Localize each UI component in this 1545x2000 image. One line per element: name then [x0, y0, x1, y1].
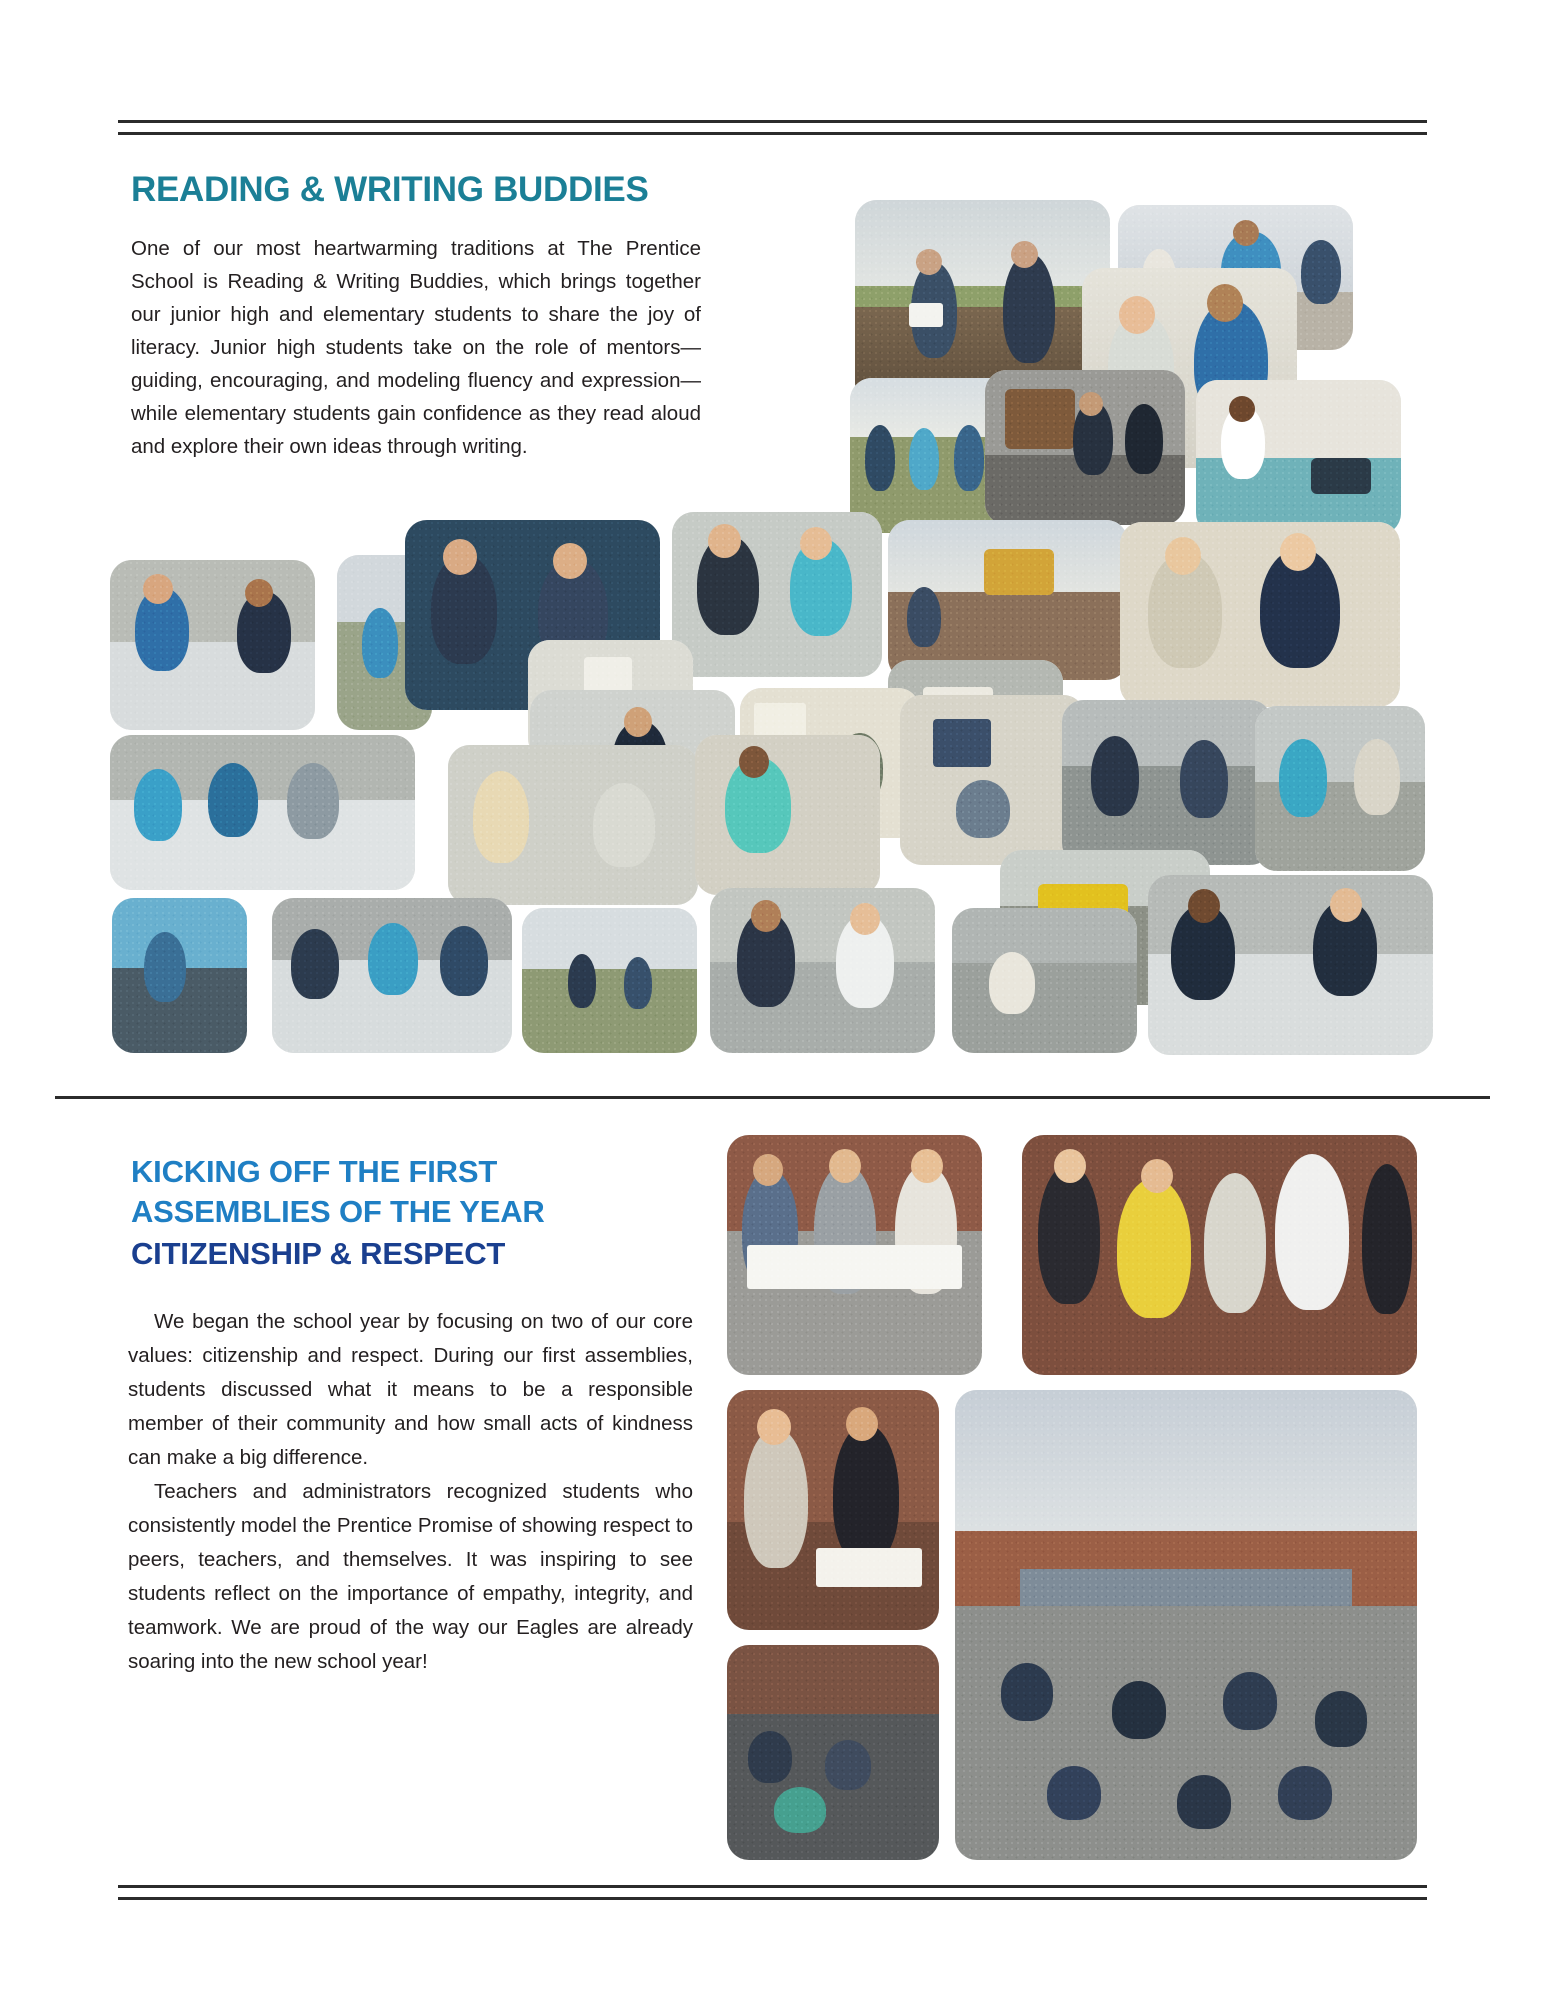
section-1-body: One of our most heartwarming traditions at The Prentice School is Reading & Writing Buddies, which brings together our junior high and elementary students to share the joy of literacy. Junior high students take on the role of mentors—guiding, encouraging, and modeling fluency and expression—while elementary students gain confidence as they read aloud and explore their own ideas through writing. [131, 237, 701, 458]
photo-boy-and-girl-reading-outside [1255, 706, 1425, 871]
photo-teacher-with-students-classroom [900, 695, 1085, 865]
photo-students-at-playground [888, 520, 1128, 680]
section-2-paragraph-1: We began the school year by focusing on two of our core values: citizenship and respect. During our first assemblies, students discussed what it means to be a responsible member of their community and how small acts of kindness can make a big difference. [128, 1310, 693, 1469]
photo-two-girls-by-window [672, 512, 882, 677]
section-2-paragraph-2: Teachers and administrators recognized students who consistently model the Prentice Promise of showing respect to peers, teachers, and themselves. It was inspiring to see students reflect on the importance of empathy, integrity, and teamwork. We are proud of the way our Eagles are already soaring into the new school year! [128, 1480, 693, 1673]
bottom-rule [118, 1885, 1427, 1900]
section-1-heading: READING & WRITING BUDDIES [131, 170, 649, 209]
photo-two-boys-on-field [522, 908, 697, 1053]
photo-girls-under-tent-reading [448, 745, 698, 905]
photo-students-reading-on-rug [1196, 380, 1401, 535]
photo-teacher-with-student-holding-award [727, 1390, 939, 1630]
photo-students-outside-with-clipboards [1062, 700, 1272, 865]
top-rule [118, 120, 1427, 135]
photo-students-at-outdoor-picnic-table [952, 908, 1137, 1053]
photo-two-students-writing-at-table [1148, 875, 1433, 1055]
photo-two-girls-working-at-desk [110, 560, 315, 730]
section-2-heading-line-2: ASSEMBLIES OF THE YEAR [131, 1194, 545, 1229]
photo-assembly-students-seated-indoors [727, 1645, 939, 1860]
middle-rule [55, 1096, 1490, 1099]
photo-two-girls-on-bench-with-paper [985, 370, 1185, 525]
section-2-heading [131, 1152, 711, 1276]
section-2-body [128, 1305, 693, 1679]
section-2-heading-line-3: CITIZENSHIP & RESPECT [131, 1236, 506, 1271]
photo-students-in-costumes-with-certificates [1022, 1135, 1417, 1375]
photo-two-girls-sitting-with-papers [710, 888, 935, 1053]
photo-students-in-bus-reading [112, 898, 247, 1053]
section-2-heading-line-1: KICKING OFF THE FIRST [131, 1154, 498, 1189]
photo-large-assembly-students-outside-building [955, 1390, 1417, 1860]
photo-two-boys-in-classroom [1120, 522, 1400, 707]
photo-girls-at-outdoor-table [272, 898, 512, 1053]
photo-boy-on-classroom-floor [695, 735, 880, 895]
photo-students-group-classroom-desks [110, 735, 415, 890]
photo-students-holding-certificates-outside [727, 1135, 982, 1375]
